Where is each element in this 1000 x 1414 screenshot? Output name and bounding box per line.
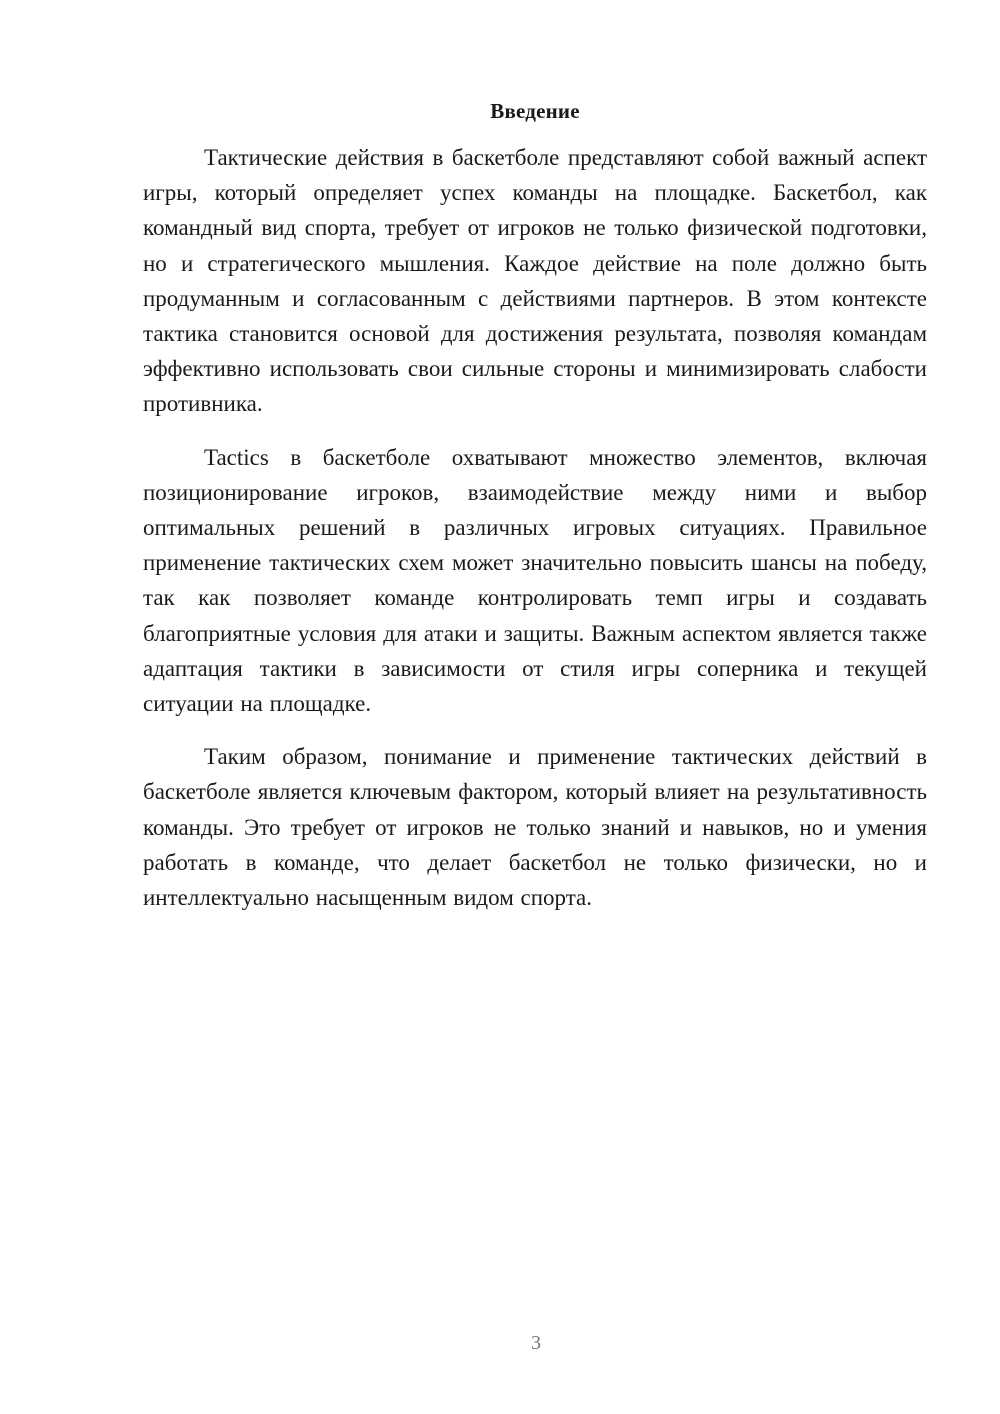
page-number: 3	[531, 1332, 541, 1354]
paragraph-1: Тактические действия в баскетболе представляют собой важный аспект игры, который определяет успех команды на площадке. Баскетбол, как командный вид спорта, требует от игроков не только физической подготовки, но и стратегического мышления. Каждое действие на поле должно быть продуманным и согласованным с действиями партнеров. В этом контексте тактика становится основой для достижения результата, позволяя командам эффективно использовать свои сильные стороны и минимизировать слабости противника.	[143, 145, 927, 417]
paragraph-2: Tactics в баскетболе охватывают множество элементов, включая позиционирование игроков, взаимодействие между ними и выбор оптимальных решений в различных игровых ситуациях. Правильное применение тактических схем может значительно повысить шансы на победу, так как позволяет команде контролировать темп игры и создавать благоприятные условия для атаки и защиты. Важным аспектом является также адаптация тактики в зависимости от стиля игры соперника и текущей ситуации на площадке.	[143, 444, 927, 717]
document-page	[143, 96, 927, 933]
paragraph-3: Таким образом, понимание и применение тактических действий в баскетболе является ключевым фактором, который влияет на результативность команды. Это требует от игроков не только знаний и навыков, но и умения работать в команде, что делает баскетбол не только физически, но и интеллектуально насыщенным видом спорта.	[143, 744, 927, 911]
section-heading: Введение	[490, 99, 580, 123]
